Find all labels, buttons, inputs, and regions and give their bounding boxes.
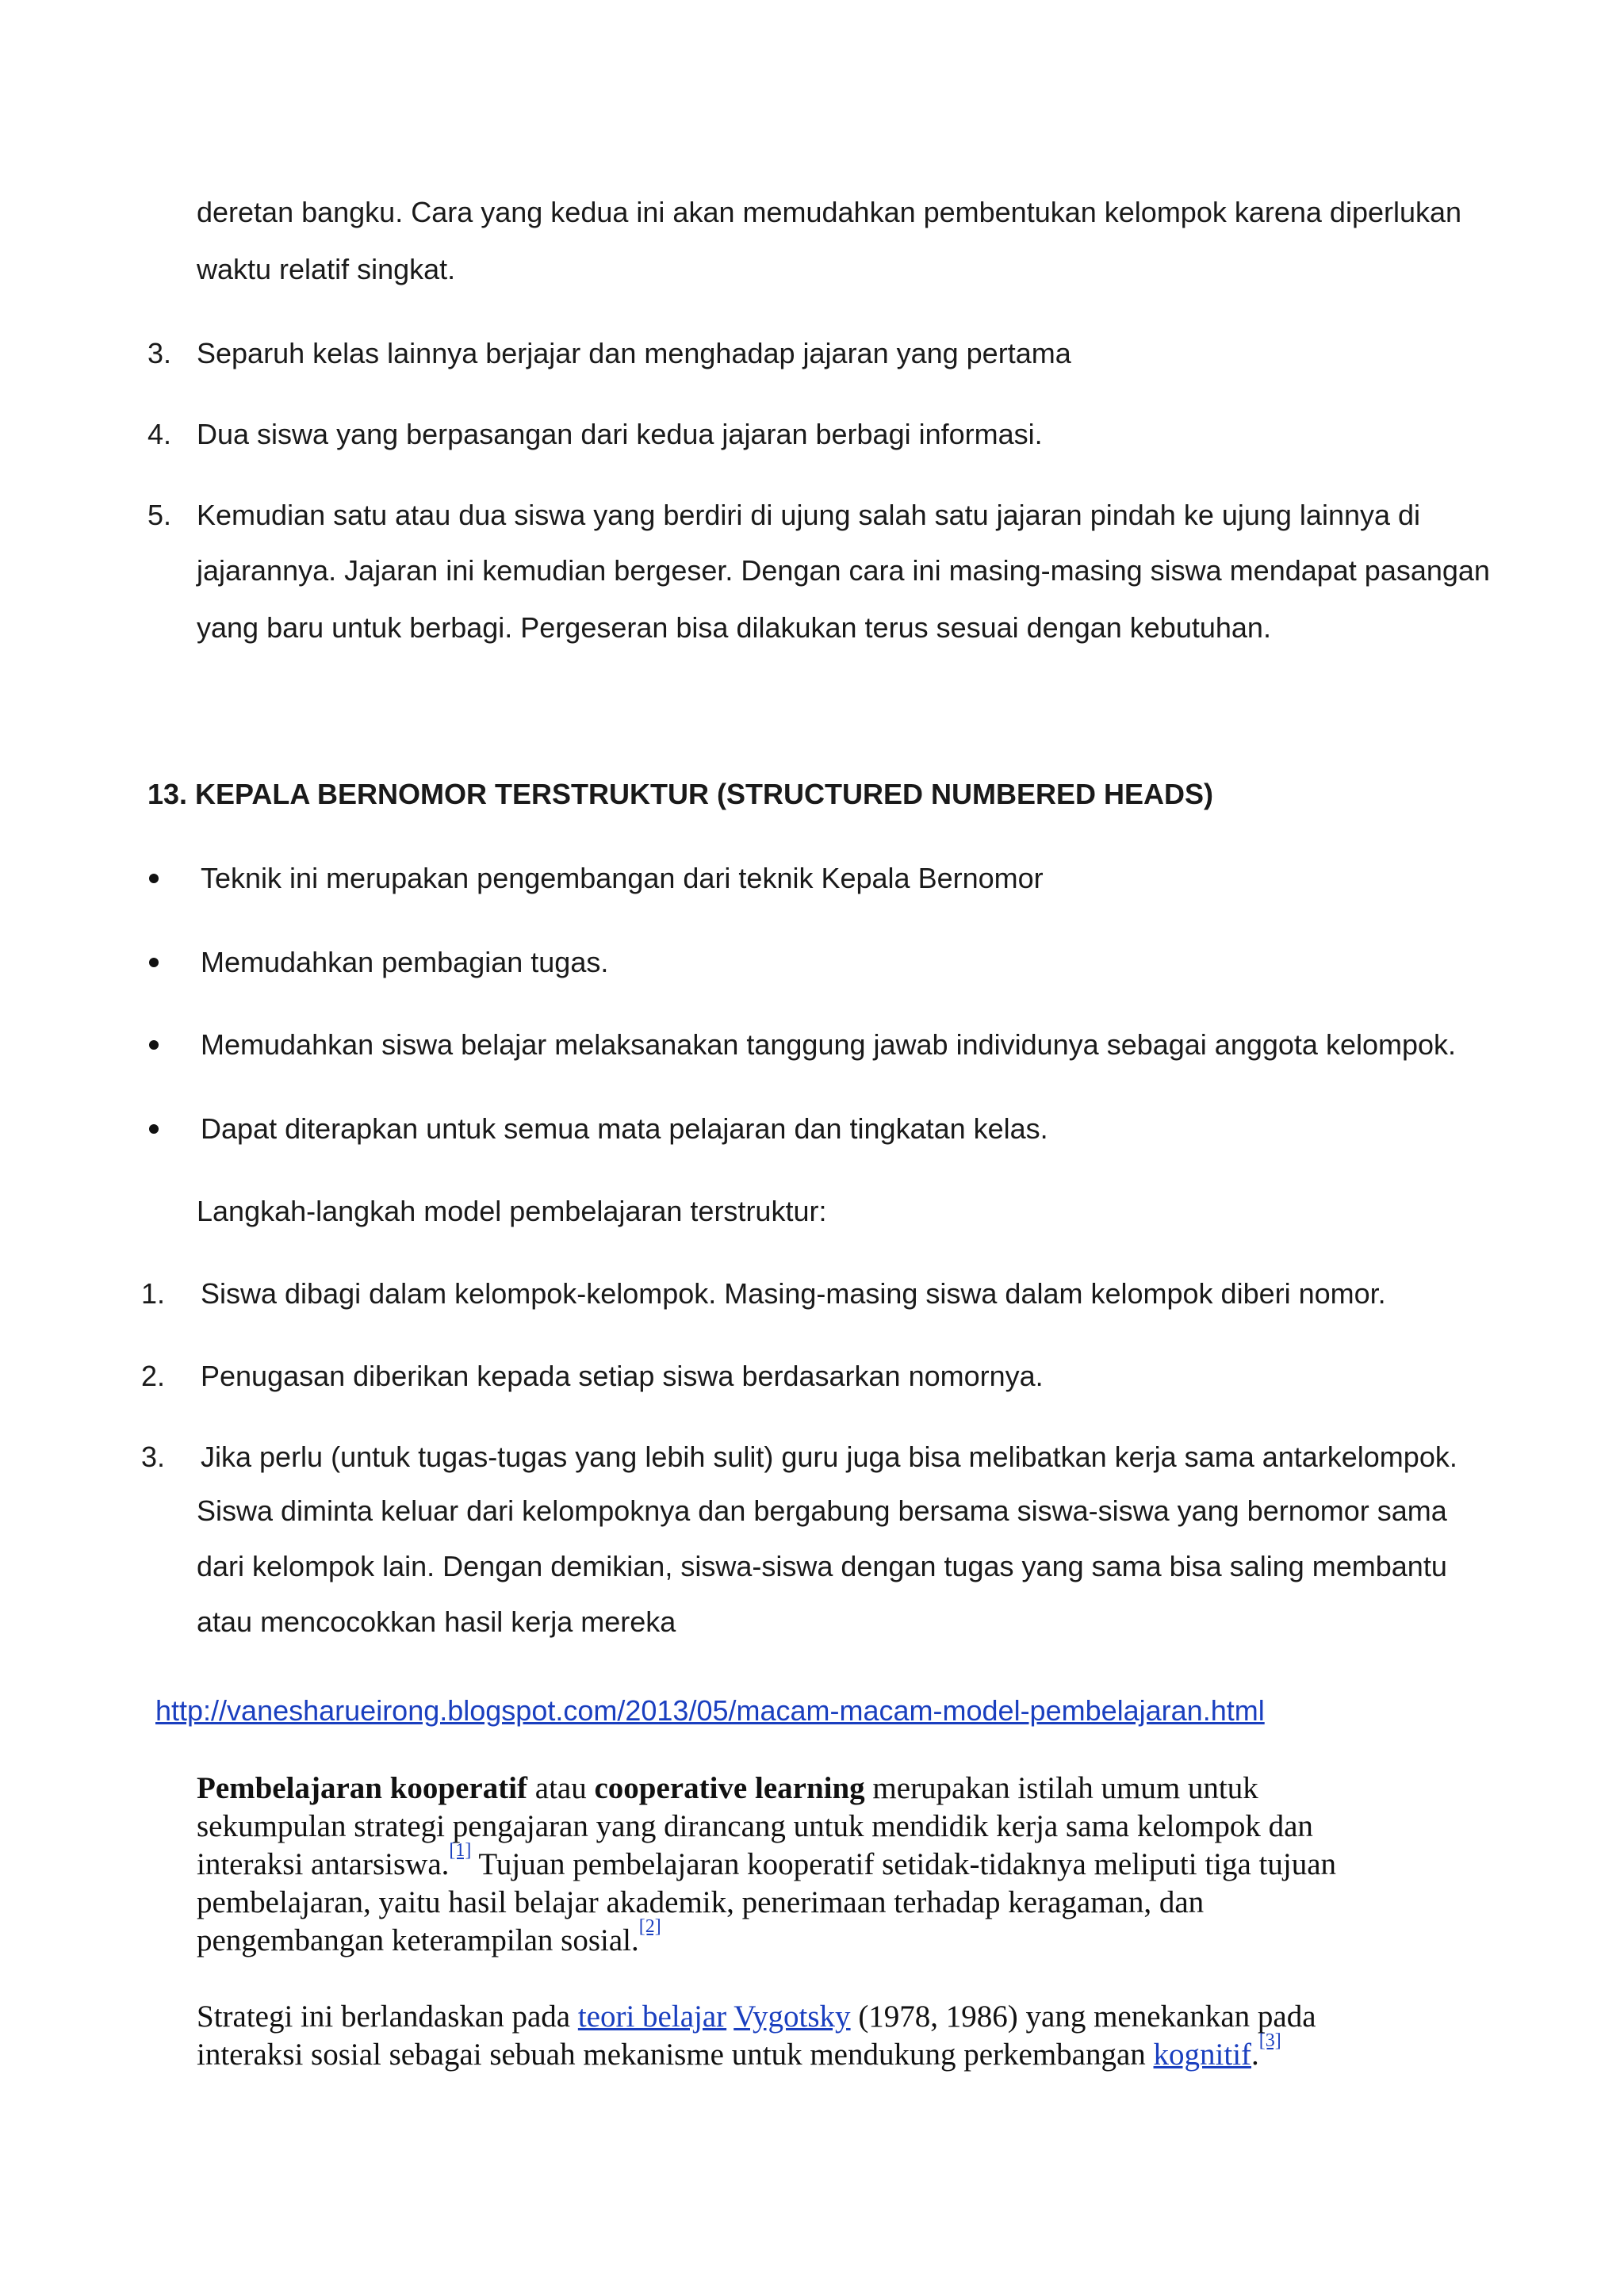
step-text: jajarannya. Jajaran ini kemudian bergeser. Dengan cara ini masing-masing siswa mendapat pasangan (197, 554, 1490, 587)
citation-link[interactable]: [1] (449, 1840, 472, 1861)
bullet-icon (149, 874, 159, 883)
step-text: Siswa dibagi dalam kelompok-kelompok. Masing-masing siswa dalam kelompok diberi nomor. (201, 1277, 1386, 1310)
citation-link[interactable]: [2] (638, 1916, 661, 1937)
steps-intro: Langkah-langkah model pembelajaran terstruktur: (197, 1195, 827, 1227)
step-text: yang baru untuk berbagi. Pergeseran bisa dilakukan terus sesuai dengan kebutuhan. (197, 611, 1271, 644)
step-number: 5. (147, 499, 172, 531)
paragraph-line (197, 1998, 1316, 2035)
intro-line: waktu relatif singkat. (197, 253, 456, 285)
source-link[interactable]: http://vanesharueirong.blogspot.com/2013/05/macam-macam-model-pembelajaran.html (155, 1694, 1265, 1727)
bullet-text: Dapat diterapkan untuk semua mata pelajaran dan tingkatan kelas. (201, 1112, 1048, 1145)
paragraph-line (197, 1916, 661, 1959)
bullet-icon (149, 1040, 159, 1050)
step-text: Siswa diminta keluar dari kelompoknya dan bergabung bersama siswa-siswa yang bernomor sama (197, 1494, 1447, 1527)
text-span: (1978, 1986) yang menekankan pada (850, 1999, 1316, 2034)
vygotsky-link[interactable]: Vygotsky (733, 1999, 851, 2034)
bullet-icon (149, 1124, 159, 1134)
paragraph-line: sekumpulan strategi pengajaran yang dirancang untuk mendidik kerja sama kelompok dan (197, 1809, 1313, 1843)
text-span: pengembangan keterampilan sosial. (197, 1923, 639, 1957)
text-span: Strategi ini berlandaskan pada (197, 1999, 578, 2034)
text-span: merupakan istilah umum untuk (864, 1771, 1258, 1805)
text-span: atau (527, 1771, 595, 1805)
kognitif-link[interactable]: kognitif (1153, 2038, 1252, 2072)
text-span: interaksi antarsiswa. (197, 1847, 450, 1881)
paragraph-line (197, 1770, 1258, 1807)
citation-link[interactable]: [3] (1258, 2030, 1281, 2051)
term-bold: cooperative learning (594, 1771, 865, 1805)
step-text: dari kelompok lain. Dengan demikian, siswa-siswa dengan tugas yang sama bisa saling membantu (197, 1550, 1447, 1582)
text-span (726, 1999, 733, 2034)
paragraph-line: pembelajaran, yaitu hasil belajar akademik, penerimaan terhadap keragaman, dan (197, 1885, 1205, 1919)
step-number: 1. (141, 1277, 166, 1310)
paragraph-line (197, 2030, 1281, 2073)
bullet-text: Memudahkan pembagian tugas. (201, 946, 609, 978)
step-text: Penugasan diberikan kepada setiap siswa berdasarkan nomornya. (201, 1360, 1044, 1392)
step-number: 3. (141, 1441, 166, 1473)
intro-line: deretan bangku. Cara yang kedua ini akan memudahkan pembentukan kelompok karena diperlukan (197, 196, 1462, 228)
section-heading: 13. KEPALA BERNOMOR TERSTRUKTUR (STRUCTURED NUMBERED HEADS) (147, 778, 1214, 810)
step-text: Kemudian satu atau dua siswa yang berdiri di ujung salah satu jajaran pindah ke ujung lainnya di (197, 499, 1421, 531)
step-text: Separuh kelas lainnya berjajar dan menghadap jajaran yang pertama (197, 337, 1071, 369)
step-number: 4. (147, 418, 172, 450)
step-number: 2. (141, 1360, 166, 1392)
text-span: . (1251, 2038, 1259, 2072)
text-span: Tujuan pembelajaran kooperatif setidak-tidaknya meliputi tiga tujuan (471, 1847, 1337, 1881)
bullet-text: Teknik ini merupakan pengembangan dari teknik Kepala Bernomor (201, 862, 1044, 894)
teori-belajar-link[interactable]: teori belajar (577, 1999, 727, 2034)
text-span: interaksi sosial sebagai sebuah mekanisme untuk mendukung perkembangan (197, 2038, 1154, 2072)
step-text: Jika perlu (untuk tugas-tugas yang lebih sulit) guru juga bisa melibatkan kerja sama antarkelompok. (201, 1441, 1457, 1473)
step-number: 3. (147, 337, 172, 369)
bullet-icon (149, 958, 159, 967)
term-bold: Pembelajaran kooperatif (197, 1771, 528, 1805)
step-text: atau mencocokkan hasil kerja mereka (197, 1605, 676, 1638)
step-text: Dua siswa yang berpasangan dari kedua jajaran berbagi informasi. (197, 418, 1043, 450)
paragraph-line (197, 1840, 1337, 1883)
bullet-text: Memudahkan siswa belajar melaksanakan tanggung jawab individunya sebagai anggota kelompok. (201, 1028, 1457, 1061)
